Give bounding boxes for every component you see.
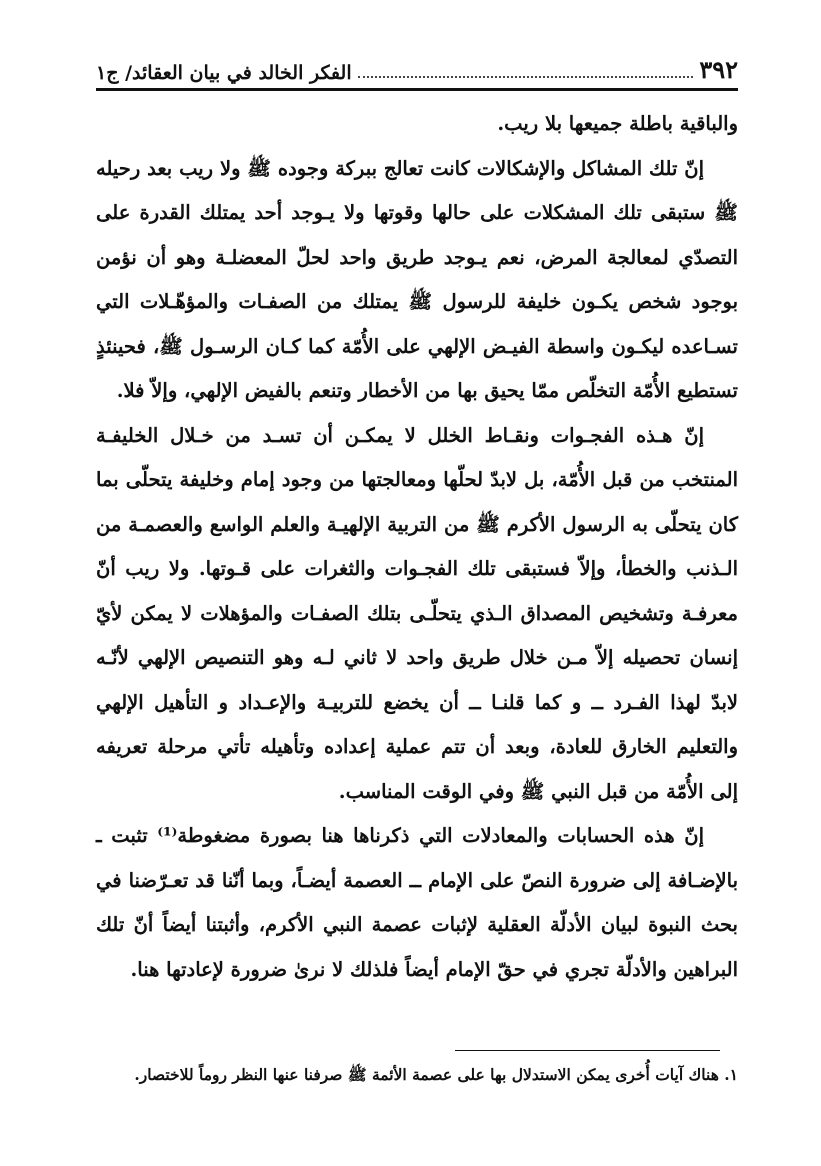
footnote-rule [455,1050,720,1051]
paragraph-4: إنّ هذه الحسابات والمعادلات التي ذكرناها هنا بصورة مضغوطة⁽¹⁾ تثبت ـ بالإضـافة إلى ضرورة النصّ على الإمام ــ العصمة أيضـاً، وبما أنّنا قد تعـرّضنا في بحث النبوة لبيان الأدلّة العقلية لإثبات عصمة النبي الأكرم، وأثبتنا أيضاً أنّ تلك البراهين والأدلّة تجري في حقّ الإمام أيضاً فلذلك لا نرىٰ ضرورة لإعادتها هنا. [96,824,738,981]
book-title: الفكر الخالد في بيان العقائد/ ج١ [96,62,352,84]
footnote: ١. هناك آيات أُخرى يمكن الاستدلال بها على عصمة الأئمة ﷺ صرفنا عنها النظر روماً للاختصار. [134,1065,738,1084]
paragraph-1: والباقية باطلة جميعها بلا ريب. [497,112,738,135]
page-number: ٣٩٢ [699,55,738,84]
main-text [96,102,738,992]
paragraph-2: إنّ تلك المشاكل والإشكالات كانت تعالج ببركة وجوده ﷺ ولا ريب بعد رحيله ﷺ ستبقى تلك المشكلات على حالها وقوتها ولا يـوجد أحد يمتلك القدرة على التصدّي لمعالجة المرض، نعم يـوجد طريق واحد لحلّ المعضلـة وهو أن نؤمن بوجود شخص يكـون خليفة للرسول ﷺ يمتلك من الصفـات والمؤهّـلات التي تسـاعده ليكـون واسطة الفيـض الإلهي على الأُمّة كما كـان الرسـول ﷺ، فحينئذٍ تستطيع الأُمّة التخلّص ممّا يحيق بها من الأخطار وتنعم بالفيض الإلهي، وإلاّ فلا. [96,156,738,402]
paragraph-3: إنّ هـذه الفجـوات ونقـاط الخلل لا يمكـن أن تسـد من خـلال الخليفـة المنتخب من قبل الأُمّة، بل لابدّ لحلّها ومعالجتها من وجود إمام وخليفة يتحلّى بما كان يتحلّى به الرسول الأكرم ﷺ من التربية الإلهيـة والعلم الواسع والعصمـة من الـذنب والخطأ، وإلاّ فستبقى تلك الفجـوات والثغرات على قـوتها. ولا ريب أنّ معرفـة وتشخيص المصداق الـذي يتحلّـى بتلك الصفـات والمؤهلات لا يمكن لأيّ إنسان تحصيله إلاّ مـن خلال طريق واحد لا ثاني لـه وهو التنصيص الإلهي لأنّـه لابدّ لهذا الفـرد ــ و كما قلنـا ــ أن يخضع للتربيـة والإعـداد و التأهيل الإلهي والتعليم الخارق للعادة، وبعد أن تتم عملية إعداده وتأهيله تأتي مرحلة تعريفه إلى الأُمّة من قبل النبي ﷺ وفي الوقت المناسب. [96,423,738,803]
header-rule [96,88,738,91]
running-header [96,44,738,84]
header-leader-dots [358,75,694,78]
